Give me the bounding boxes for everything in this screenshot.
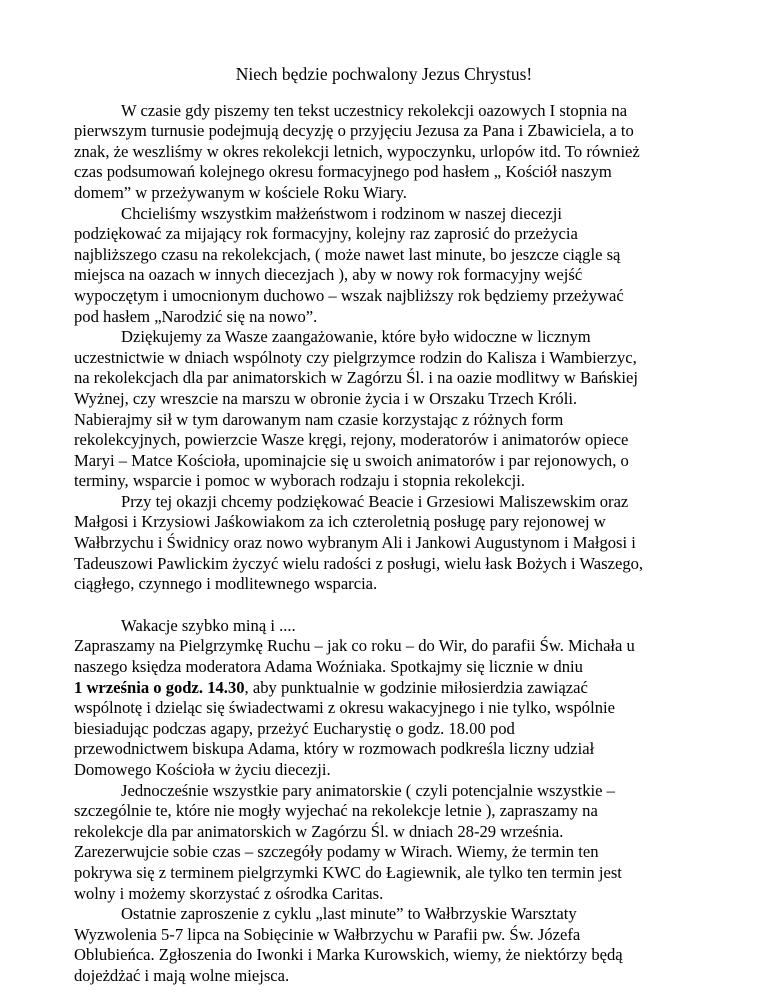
paragraph-8 (74, 904, 694, 986)
paragraph-line: wypoczętym i umocnionym duchowo – wszak najbliższy rok będziemy przeżywać (74, 285, 624, 305)
paragraph-line: Tadeuszowi Pawlickim życzyć wielu radości z posługi, wielu łask Bożych i Waszego, (74, 553, 644, 573)
document-page (74, 64, 694, 987)
paragraph-line: przewodnictwem biskupa Adama, który w rozmowach podkreśla liczny udział (74, 739, 595, 759)
paragraph-line: W czasie gdy piszemy ten tekst uczestnicy rekolekcji oazowych I stopnia na (121, 100, 628, 120)
paragraph-line: domem” w przeżywanym w kościele Roku Wiary. (74, 182, 407, 202)
paragraph-line-tail: , aby punktualnie w godzinie miłosierdzia zawiązać (244, 677, 588, 697)
paragraph-4 (74, 492, 694, 595)
paragraph-line: czas podsumowań kolejnego okresu formacyjnego pod hasłem „ Kościół naszym (74, 162, 612, 182)
paragraph-line: pierwszym turnusie podejmują decyzję o przyjęciu Jezusa za Pana i Zbawiciela, a to (74, 121, 634, 141)
paragraph-line: wspólnotę i dzieląc się świadectwami z okresu wakacyjnego i nie tylko, wspólnie (74, 698, 615, 718)
paragraph-line: szczególnie te, które nie mogły wyjechać na rekolekcje letnie ), zapraszamy na (74, 801, 598, 821)
paragraph-spacer (74, 595, 694, 616)
paragraph-line: pod hasłem „Narodzić się na nowo”. (74, 306, 318, 326)
paragraph-line: podziękować za mijający rok formacyjny, kolejny raz zaprosić do przeżycia (74, 224, 578, 244)
paragraph-5 (74, 616, 694, 637)
paragraph-line: naszego księdza moderatora Adama Woźniaka. Spotkajmy się licznie w dniu (74, 657, 583, 677)
paragraph-line: rekolekcje dla par animatorskich w Zagórzu Śl. w dniach 28-29 września. (74, 821, 564, 841)
paragraph-line: Wyzwolenia 5-7 lipca na Sobięcinie w Wałbrzychu w Parafii pw. Św. Józefa (74, 924, 581, 944)
paragraph-line: Wyżnej, czy wreszcie na marszu w obronie życia i w Orszaku Trzech Króli. (74, 388, 578, 408)
paragraph-line: wolny i możemy skorzystać z ośrodka Caritas. (74, 883, 384, 903)
paragraph-line: Zapraszamy na Pielgrzymkę Ruchu – jak co roku – do Wir, do parafii Św. Michała u (74, 636, 635, 656)
paragraph-6 (74, 636, 694, 780)
paragraph-3 (74, 327, 694, 492)
paragraph-line: miejsca na oazach w innych diecezjach ), aby w nowy rok formacyjny wejść (74, 265, 583, 285)
paragraph-line: znak, że weszliśmy w okres rekolekcji letnich, wypoczynku, urlopów itd. To również (74, 141, 640, 161)
paragraph-2 (74, 204, 694, 328)
paragraph-line: Ostatnie zaproszenie z cyklu „last minute” to Wałbrzyskie Warsztaty (121, 904, 577, 924)
paragraph-line: Przy tej okazji chcemy podziękować Beacie i Grzesiowi Maliszewskim oraz (121, 491, 629, 511)
paragraph-line: Maryi – Matce Kościoła, upominajcie się u swoich animatorów i par rejonowych, o (74, 450, 629, 470)
event-date: 1 września o godz. 14.30 (74, 677, 245, 697)
paragraph-line: rekolekcyjnych, powierzcie Wasze kręgi, rejony, moderatorów i animatorów opiece (74, 430, 629, 450)
paragraph-line: Zarezerwujcie sobie czas – szczegóły podamy w Wirach. Wiemy, że termin ten (74, 842, 599, 862)
paragraph-line: terminy, wsparcie i pomoc w wyborach rodzaju i stopnia rekolekcji. (74, 471, 525, 491)
paragraph-line: dojeżdżać i mają wolne miejsca. (74, 965, 290, 985)
paragraph-line: Dziękujemy za Wasze zaangażowanie, które było widoczne w licznym (121, 327, 591, 347)
paragraph-line: Wakacje szybko miną i .... (121, 615, 296, 635)
paragraph-line: pokrywa się z terminem pielgrzymki KWC do Łagiewnik, ale tylko ten termin jest (74, 862, 622, 882)
paragraph-line: biesiadując podczas agapy, przeżyć Eucharystię o godz. 18.00 pod (74, 718, 515, 738)
document-title: Niech będzie pochwalony Jezus Chrystus! (235, 64, 533, 84)
paragraph-line: na rekolekcjach dla par animatorskich w Zagórzu Śl. i na oazie modlitwy w Bańskiej (74, 368, 639, 388)
paragraph-line: Oblubieńca. Zgłoszenia do Iwonki i Marka Kurowskich, wiemy, że niektórzy będą (74, 945, 623, 965)
paragraph-7 (74, 781, 694, 905)
paragraph-line: Domowego Kościoła w życiu diecezji. (74, 760, 331, 779)
paragraph-line: Wałbrzychu i Świdnicy oraz nowo wybranym Ali i Jankowi Augustynom i Małgosi i (74, 533, 636, 553)
paragraph-line: Jednocześnie wszystkie pary animatorskie ( czyli potencjalnie wszystkie – (121, 780, 615, 800)
paragraph-line: Chcieliśmy wszystkim małżeństwom i rodzinom w naszej diecezji (121, 203, 563, 223)
paragraph-line: uczestnictwie w dniach wspólnoty czy pielgrzymce rodzin do Kalisza i Wambierzyc, (74, 347, 637, 367)
paragraph-line: najbliższego czasu na rekolekcjach, ( może nawet last minute, bo jeszcze ciągle są (74, 244, 621, 264)
paragraph-line: ciągłego, czynnego i modlitewnego wsparcia. (74, 574, 378, 594)
paragraph-1 (74, 101, 694, 204)
paragraph-line: Nabierajmy sił w tym darowanym nam czasie korzystając z różnych form (74, 409, 564, 429)
paragraph-line-with-date (74, 678, 694, 699)
paragraph-line: Małgosi i Krzysiowi Jaśkowiakom za ich czteroletnią posługę pary rejonowej w (74, 512, 606, 532)
